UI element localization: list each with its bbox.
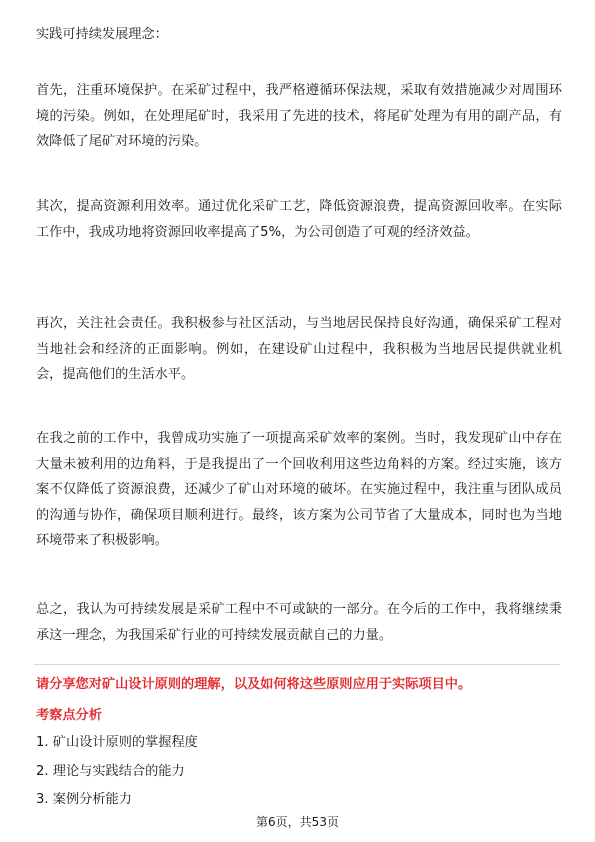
paragraph-environment: 首先，注重环境保护。在采矿过程中，我严格遵循环保法规，采取有效措施减少对周围环境的污染。例如，在处理尾矿时，我采用了先进的技术，将尾矿处理为有用的副产品，有效降低了尾矿对环境的污染。: [36, 83, 562, 149]
analysis-item: 1. 矿山设计原则的掌握程度: [36, 735, 198, 750]
page-number: 第6页，共53页: [256, 815, 339, 829]
interview-question: 请分享您对矿山设计原则的理解，以及如何将这些原则应用于实际项目中。: [36, 677, 472, 692]
analysis-item: 2. 理论与实践结合的能力: [36, 764, 185, 779]
intro-line: 实践可持续发展理念：: [36, 27, 168, 42]
analysis-item: 3. 案例分析能力: [36, 792, 132, 807]
paragraph-social-responsibility: 再次，关注社会责任。我积极参与社区活动，与当地居民保持良好沟通，确保采矿工程对当地社会和经济的正面影响。例如，在建设矿山过程中，我积极为当地居民提供就业机会，提高他们的生活水平。: [36, 316, 562, 382]
paragraph-conclusion: 总之，我认为可持续发展是采矿工程中不可或缺的一部分。在今后的工作中，我将继续秉承这一理念，为我国采矿行业的可持续发展贡献自己的力量。: [36, 602, 562, 643]
section-divider: [34, 664, 560, 665]
analysis-heading: 考察点分析: [36, 708, 102, 723]
paragraph-case-study: 在我之前的工作中，我曾成功实施了一项提高采矿效率的案例。当时，我发现矿山中存在大量未被利用的边角料，于是我提出了一个回收利用这些边角料的方案。经过实施，该方案不仅降低了资源浪费，还减少了矿山对环境的破坏。在实施过程中，我注重与团队成员的沟通与协作，确保项目顺利进行。最终，该方案为公司节省了大量成本，同时也为当地环境带来了积极影响。: [36, 431, 562, 548]
paragraph-resource-efficiency: 其次，提高资源利用效率。通过优化采矿工艺，降低资源浪费，提高资源回收率。在实际工作中，我成功地将资源回收率提高了5%，为公司创造了可观的经济效益。: [36, 199, 562, 240]
